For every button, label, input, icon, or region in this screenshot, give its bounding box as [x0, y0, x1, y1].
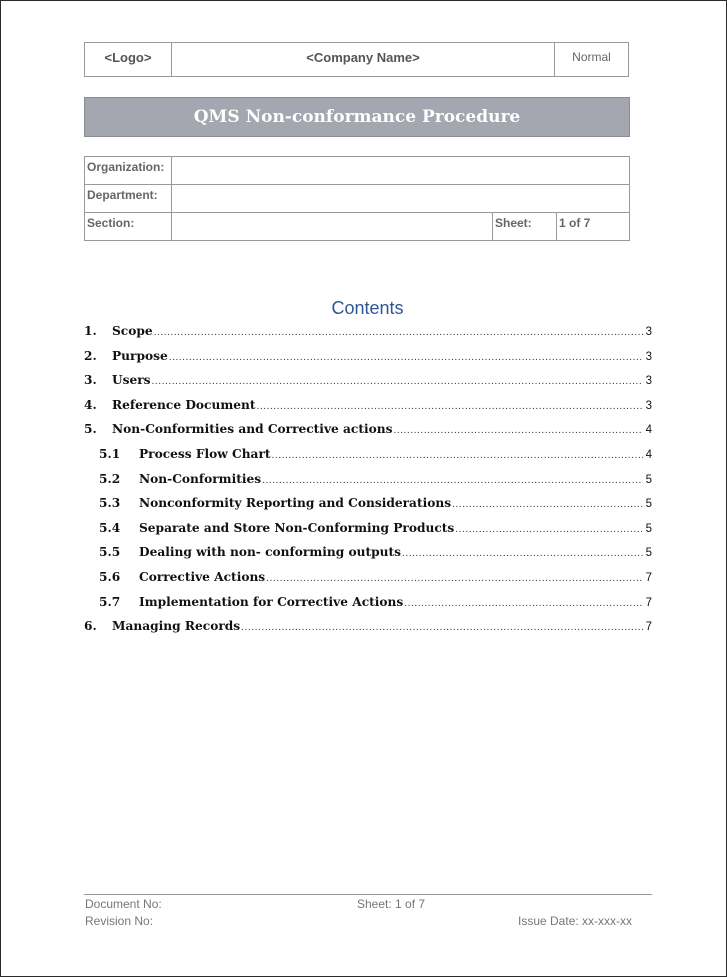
toc-dot-leader	[262, 471, 643, 491]
toc-entry[interactable]	[84, 444, 652, 469]
toc-entry-page: 7	[645, 621, 652, 634]
toc-entry-title: Implementation for Corrective Actions	[139, 594, 404, 609]
footer-document-no: Document No:	[85, 897, 162, 911]
header-table	[84, 42, 629, 77]
toc-dot-leader	[256, 397, 643, 417]
toc-dot-leader	[393, 421, 643, 441]
logo-placeholder: <Logo>	[85, 43, 172, 76]
toc-entry[interactable]	[84, 419, 652, 444]
toc-entry-number: 5.2	[99, 471, 121, 486]
toc-dot-leader	[272, 446, 643, 466]
toc-entry[interactable]	[84, 370, 652, 395]
toc-dot-leader	[169, 348, 643, 368]
toc-entry[interactable]	[84, 616, 652, 641]
section-label: Section:	[85, 213, 172, 241]
footer-sheet: Sheet: 1 of 7	[357, 897, 426, 911]
toc-entry-page: 5	[645, 498, 652, 511]
toc-dot-leader	[455, 520, 643, 540]
organization-label: Organization:	[85, 157, 172, 185]
toc-entry-title: Non-Conformities	[139, 471, 262, 486]
toc-entry-title: Separate and Store Non-Conforming Products	[139, 520, 455, 535]
toc-entry-page: 3	[645, 326, 652, 338]
toc-entry-number: 4.	[84, 397, 97, 412]
document-title: QMS Non-conformance Procedure	[84, 97, 630, 137]
toc-entry-page: 3	[645, 350, 652, 363]
footer-issue-date: Issue Date: xx-xxx-xx	[518, 914, 633, 928]
toc-entry-page: 3	[645, 375, 652, 388]
toc-entry-page: 7	[645, 596, 652, 609]
toc-entry-number: 3.	[84, 373, 97, 388]
section-value	[172, 213, 493, 241]
toc-entry-number: 5.1	[99, 446, 121, 461]
toc-entry[interactable]	[84, 469, 652, 494]
toc-entry-number: 1.	[84, 324, 97, 338]
toc-dot-leader	[402, 544, 643, 564]
toc-entry-page: 7	[645, 571, 652, 584]
toc-entry-title: Managing Records	[112, 619, 241, 634]
toc-entry-title: Purpose	[112, 348, 168, 363]
contents-heading: Contents	[331, 298, 404, 318]
toc-entry-page: 5	[645, 473, 652, 486]
toc-entry-title: Reference Document	[112, 397, 256, 412]
classification-label: Normal	[572, 50, 611, 64]
toc-entry-page: 4	[645, 448, 652, 461]
toc-dot-leader	[241, 618, 643, 638]
toc-entry[interactable]	[84, 346, 652, 371]
department-value	[172, 185, 630, 213]
company-name-placeholder: <Company Name>	[172, 43, 555, 76]
toc-dot-leader	[452, 495, 643, 515]
toc-entry[interactable]	[84, 493, 652, 518]
toc-entry-page: 5	[645, 522, 652, 535]
footer-divider	[84, 894, 652, 895]
toc-entry[interactable]	[84, 518, 652, 543]
toc-entry-title: Nonconformity Reporting and Considerations	[139, 496, 452, 511]
toc-entry-title: Non-Conformities and Corrective actions	[112, 422, 393, 437]
toc-entry-title: Corrective Actions	[139, 569, 266, 584]
department-label: Department:	[85, 185, 172, 213]
sheet-label: Sheet:	[493, 213, 557, 241]
toc-entry-title: Process Flow Chart	[139, 446, 271, 461]
toc-entry-page: 3	[645, 399, 652, 412]
toc-entry-number: 5.	[84, 422, 97, 437]
table-of-contents	[84, 321, 652, 641]
toc-entry-title: Scope	[112, 324, 153, 338]
toc-entry-number: 5.3	[99, 496, 121, 511]
toc-dot-leader	[154, 323, 643, 343]
toc-entry[interactable]	[84, 321, 652, 346]
toc-entry-page: 4	[645, 424, 652, 437]
sheet-value: 1 of 7	[557, 213, 630, 241]
toc-dot-leader	[404, 594, 643, 614]
footer-revision-no: Revision No:	[85, 914, 154, 928]
toc-entry-number: 5.7	[99, 594, 121, 609]
toc-entry[interactable]	[84, 395, 652, 420]
toc-entry[interactable]	[84, 567, 652, 592]
toc-entry-page: 5	[645, 547, 652, 560]
toc-entry-number: 5.6	[99, 569, 121, 584]
toc-entry-number: 5.4	[99, 520, 121, 535]
toc-entry-number: 6.	[84, 619, 97, 634]
toc-entry[interactable]	[84, 542, 652, 567]
toc-entry-number: 5.5	[99, 545, 121, 560]
toc-entry[interactable]	[84, 592, 652, 617]
toc-dot-leader	[152, 372, 643, 392]
organization-value	[172, 157, 630, 185]
toc-entry-title: Users	[112, 373, 151, 388]
toc-entry-number: 2.	[84, 348, 97, 363]
toc-entry-title: Dealing with non- conforming outputs	[139, 545, 401, 560]
toc-dot-leader	[266, 569, 643, 589]
info-table	[84, 156, 630, 241]
